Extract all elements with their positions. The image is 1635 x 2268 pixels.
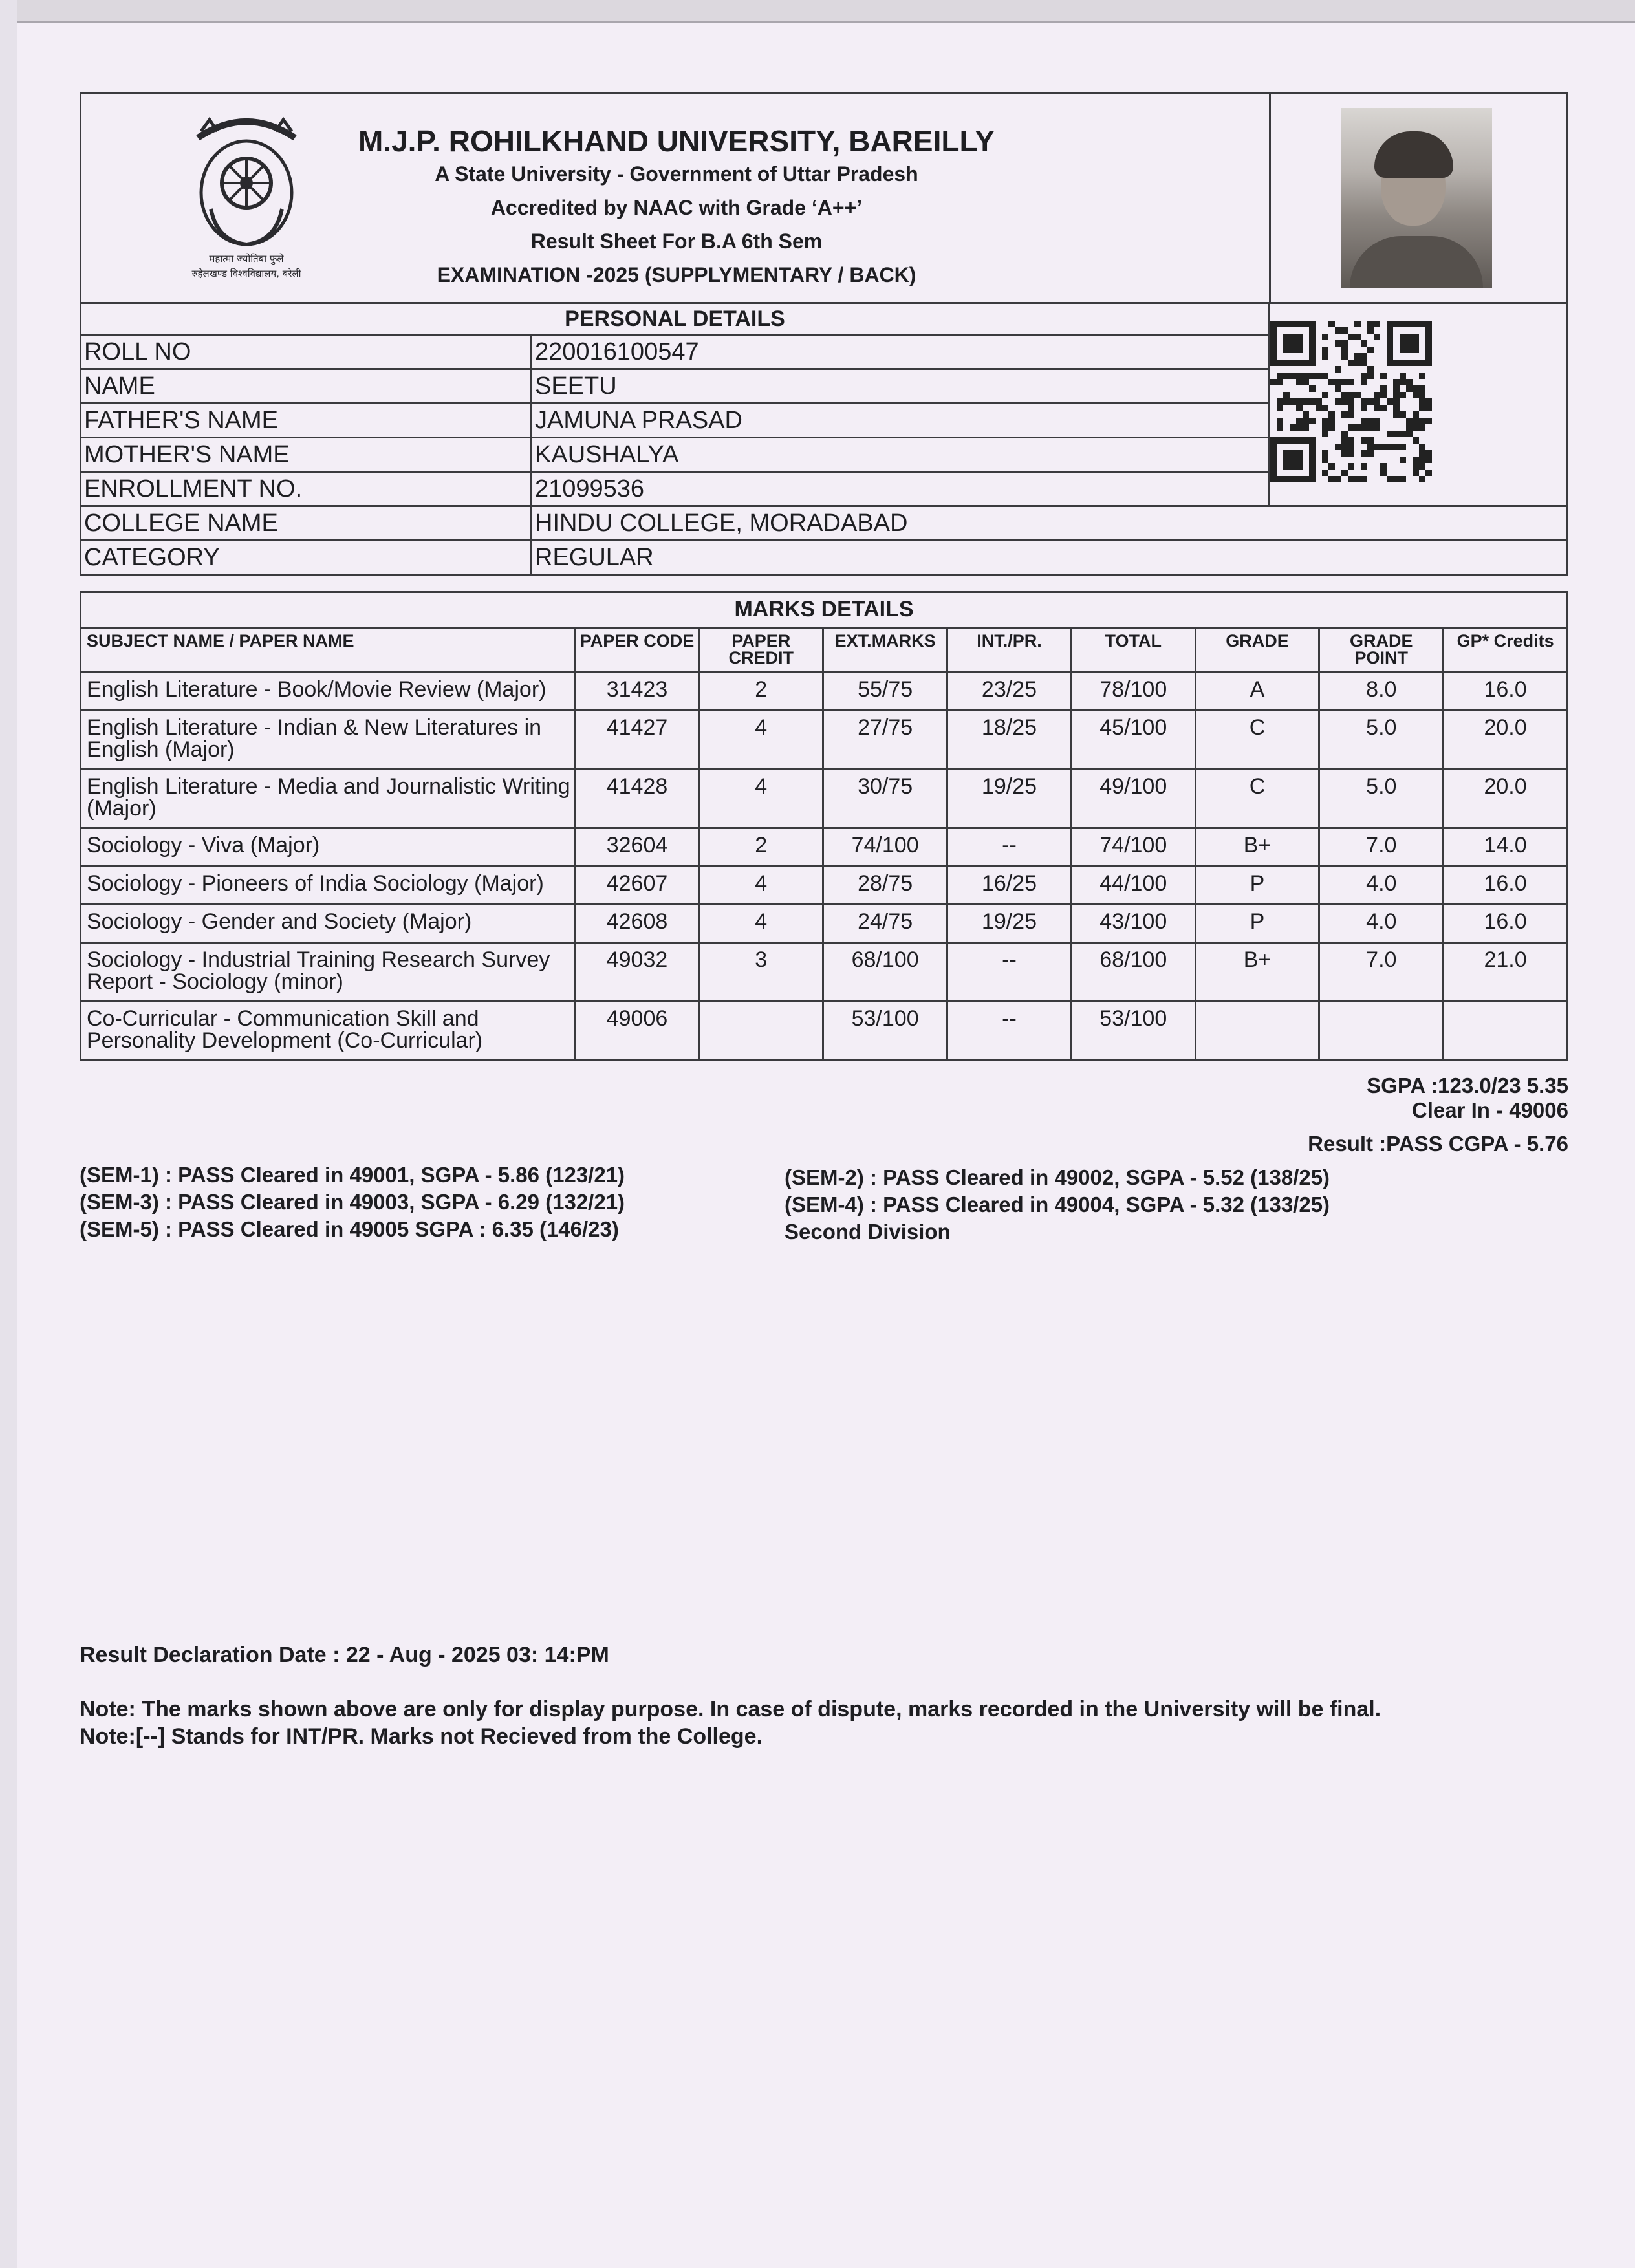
university-name: M.J.P. ROHILKHAND UNIVERSITY, BAREILLY xyxy=(358,124,995,158)
clear-in: Clear In - 49006 xyxy=(1411,1098,1568,1122)
roll-no-label: ROLL NO xyxy=(81,335,532,369)
cell-gp xyxy=(1444,1002,1568,1061)
mother-name-label: MOTHER'S NAME xyxy=(81,438,532,472)
cell-code: 49006 xyxy=(575,1002,699,1061)
col-paper-credit: PAPER CREDIT xyxy=(699,628,823,673)
cell-ext: 24/75 xyxy=(823,905,947,943)
cell-name: English Literature - Book/Movie Review (Major) xyxy=(81,673,576,711)
cell-int: -- xyxy=(947,943,1072,1002)
cell-grade: P xyxy=(1195,867,1319,905)
division: Second Division xyxy=(785,1220,951,1244)
cell-ext: 55/75 xyxy=(823,673,947,711)
col-grade-point: GRADE POINT xyxy=(1319,628,1444,673)
cell-ext: 68/100 xyxy=(823,943,947,1002)
cell-credit: 4 xyxy=(699,867,823,905)
cell-grade: C xyxy=(1195,711,1319,770)
qr-code-icon xyxy=(1270,321,1432,482)
paper-top-edge xyxy=(0,0,1635,23)
cell-name: Sociology - Gender and Society (Major) xyxy=(81,905,576,943)
cell-name: Sociology - Viva (Major) xyxy=(81,828,576,867)
cell-ext: 53/100 xyxy=(823,1002,947,1061)
cell-name: Co-Curricular - Communication Skill and Personality Development (Co-Curricular) xyxy=(81,1002,576,1061)
cell-code: 41428 xyxy=(575,770,699,828)
cell-total: 53/100 xyxy=(1071,1002,1195,1061)
col-subject: SUBJECT NAME / PAPER NAME xyxy=(81,628,576,673)
paper-left-edge xyxy=(0,0,17,2268)
marks-details-heading: MARKS DETAILS xyxy=(81,592,1568,628)
university-subtitle: A State University - Government of Uttar Pradesh xyxy=(435,162,918,186)
col-int-pr: INT./PR. xyxy=(947,628,1072,673)
cell-total: 49/100 xyxy=(1071,770,1195,828)
table-row xyxy=(81,1002,1568,1061)
display-note: Note: The marks shown above are only for display purpose. In case of dispute, marks recorded in the University will be final. xyxy=(80,1697,1381,1722)
col-gp-credits: GP* Credits xyxy=(1444,628,1568,673)
cell-gp: 16.0 xyxy=(1444,867,1568,905)
qr-code-cell xyxy=(1270,303,1568,506)
cell-ext: 30/75 xyxy=(823,770,947,828)
cell-total: 74/100 xyxy=(1071,828,1195,867)
cell-grade xyxy=(1195,1002,1319,1061)
cell-credit: 4 xyxy=(699,711,823,770)
cell-credit: 2 xyxy=(699,673,823,711)
cell-code: 32604 xyxy=(575,828,699,867)
cell-int: 18/25 xyxy=(947,711,1072,770)
table-row xyxy=(81,828,1568,867)
cell-grade: P xyxy=(1195,905,1319,943)
cell-int: 23/25 xyxy=(947,673,1072,711)
personal-details-heading: PERSONAL DETAILS xyxy=(81,303,1270,335)
cell-gp: 21.0 xyxy=(1444,943,1568,1002)
cell-point: 5.0 xyxy=(1319,711,1444,770)
table-row xyxy=(81,943,1568,1002)
cell-credit: 4 xyxy=(699,770,823,828)
cell-point: 5.0 xyxy=(1319,770,1444,828)
table-row xyxy=(81,905,1568,943)
cell-gp: 20.0 xyxy=(1444,770,1568,828)
enrollment-value: 21099536 xyxy=(532,472,1270,506)
table-row xyxy=(81,673,1568,711)
cell-point: 7.0 xyxy=(1319,828,1444,867)
int-pr-note: Note:[--] Stands for INT/PR. Marks not Recieved from the College. xyxy=(80,1724,763,1749)
cell-int: 16/25 xyxy=(947,867,1072,905)
college-value: HINDU COLLEGE, MORADABAD xyxy=(532,506,1568,541)
col-total: TOTAL xyxy=(1071,628,1195,673)
examination-title: EXAMINATION -2025 (SUPPLYMENTARY / BACK) xyxy=(437,263,916,286)
student-photo xyxy=(1341,108,1492,288)
mother-name-value: KAUSHALYA xyxy=(532,438,1270,472)
cell-ext: 28/75 xyxy=(823,867,947,905)
photo-cell xyxy=(1269,94,1566,304)
svg-text:महात्मा ज्योतिबा फुले: महात्मा ज्योतिबा फुले xyxy=(209,253,284,265)
father-name-label: FATHER'S NAME xyxy=(81,404,532,438)
cell-grade: A xyxy=(1195,673,1319,711)
result-sheet-title: Result Sheet For B.A 6th Sem xyxy=(530,230,823,253)
marks-header-row xyxy=(81,628,1568,673)
sem-4-result: (SEM-4) : PASS Cleared in 49004, SGPA - 5.32 (133/25) xyxy=(785,1193,1330,1216)
cell-grade: B+ xyxy=(1195,828,1319,867)
accreditation: Accredited by NAAC with Grade ‘A++’ xyxy=(490,196,863,219)
personal-details-table xyxy=(80,302,1568,576)
cell-int: -- xyxy=(947,1002,1072,1061)
cell-code: 42607 xyxy=(575,867,699,905)
final-result: Result :PASS CGPA - 5.76 xyxy=(1308,1132,1568,1156)
father-name-value: JAMUNA PRASAD xyxy=(532,404,1270,438)
enrollment-label: ENROLLMENT NO. xyxy=(81,472,532,506)
col-ext-marks: EXT.MARKS xyxy=(823,628,947,673)
cell-point: 4.0 xyxy=(1319,867,1444,905)
cell-grade: C xyxy=(1195,770,1319,828)
cell-gp: 16.0 xyxy=(1444,905,1568,943)
col-grade: GRADE xyxy=(1195,628,1319,673)
cell-name: Sociology - Industrial Training Research Survey Report - Sociology (minor) xyxy=(81,943,576,1002)
cell-ext: 27/75 xyxy=(823,711,947,770)
cell-credit: 2 xyxy=(699,828,823,867)
cell-gp: 20.0 xyxy=(1444,711,1568,770)
sem-3-result: (SEM-3) : PASS Cleared in 49003, SGPA - 6.29 (132/21) xyxy=(80,1190,625,1214)
roll-no-value: 220016100547 xyxy=(532,335,1270,369)
cell-ext: 74/100 xyxy=(823,828,947,867)
cell-total: 43/100 xyxy=(1071,905,1195,943)
cell-code: 31423 xyxy=(575,673,699,711)
cell-code: 49032 xyxy=(575,943,699,1002)
category-label: CATEGORY xyxy=(81,541,532,575)
category-value: REGULAR xyxy=(532,541,1568,575)
cell-credit: 4 xyxy=(699,905,823,943)
sgpa-summary: SGPA :123.0/23 5.35 xyxy=(1367,1074,1568,1097)
college-label: COLLEGE NAME xyxy=(81,506,532,541)
cell-code: 41427 xyxy=(575,711,699,770)
sem-2-result: (SEM-2) : PASS Cleared in 49002, SGPA - 5.52 (138/25) xyxy=(785,1165,1330,1189)
result-declaration-date: Result Declaration Date : 22 - Aug - 2025 03: 14:PM xyxy=(80,1643,609,1667)
university-logo xyxy=(179,112,314,286)
cell-name: Sociology - Pioneers of India Sociology (Major) xyxy=(81,867,576,905)
cell-total: 44/100 xyxy=(1071,867,1195,905)
cell-point: 7.0 xyxy=(1319,943,1444,1002)
cell-int: 19/25 xyxy=(947,905,1072,943)
table-row xyxy=(81,770,1568,828)
sem-5-result: (SEM-5) : PASS Cleared in 49005 SGPA : 6.35 (146/23) xyxy=(80,1217,619,1241)
col-paper-code: PAPER CODE xyxy=(575,628,699,673)
svg-text:रुहेलखण्ड विश्वविद्यालय, बरेली: रुहेलखण्ड विश्वविद्यालय, बरेली xyxy=(191,268,301,279)
table-row xyxy=(81,711,1568,770)
cell-name: English Literature - Indian & New Literatures in English (Major) xyxy=(81,711,576,770)
cell-grade: B+ xyxy=(1195,943,1319,1002)
cell-int: -- xyxy=(947,828,1072,867)
cell-credit: 3 xyxy=(699,943,823,1002)
cell-gp: 14.0 xyxy=(1444,828,1568,867)
name-value: SEETU xyxy=(532,369,1270,404)
header-block xyxy=(80,92,1568,302)
cell-code: 42608 xyxy=(575,905,699,943)
table-row xyxy=(81,867,1568,905)
cell-gp: 16.0 xyxy=(1444,673,1568,711)
cell-total: 78/100 xyxy=(1071,673,1195,711)
cell-credit xyxy=(699,1002,823,1061)
cell-name: English Literature - Media and Journalistic Writing (Major) xyxy=(81,770,576,828)
sem-1-result: (SEM-1) : PASS Cleared in 49001, SGPA - 5.86 (123/21) xyxy=(80,1163,625,1187)
cell-point: 4.0 xyxy=(1319,905,1444,943)
cell-int: 19/25 xyxy=(947,770,1072,828)
cell-point: 8.0 xyxy=(1319,673,1444,711)
cell-point xyxy=(1319,1002,1444,1061)
cell-total: 45/100 xyxy=(1071,711,1195,770)
name-label: NAME xyxy=(81,369,532,404)
marks-details-table xyxy=(80,591,1568,1061)
cell-total: 68/100 xyxy=(1071,943,1195,1002)
